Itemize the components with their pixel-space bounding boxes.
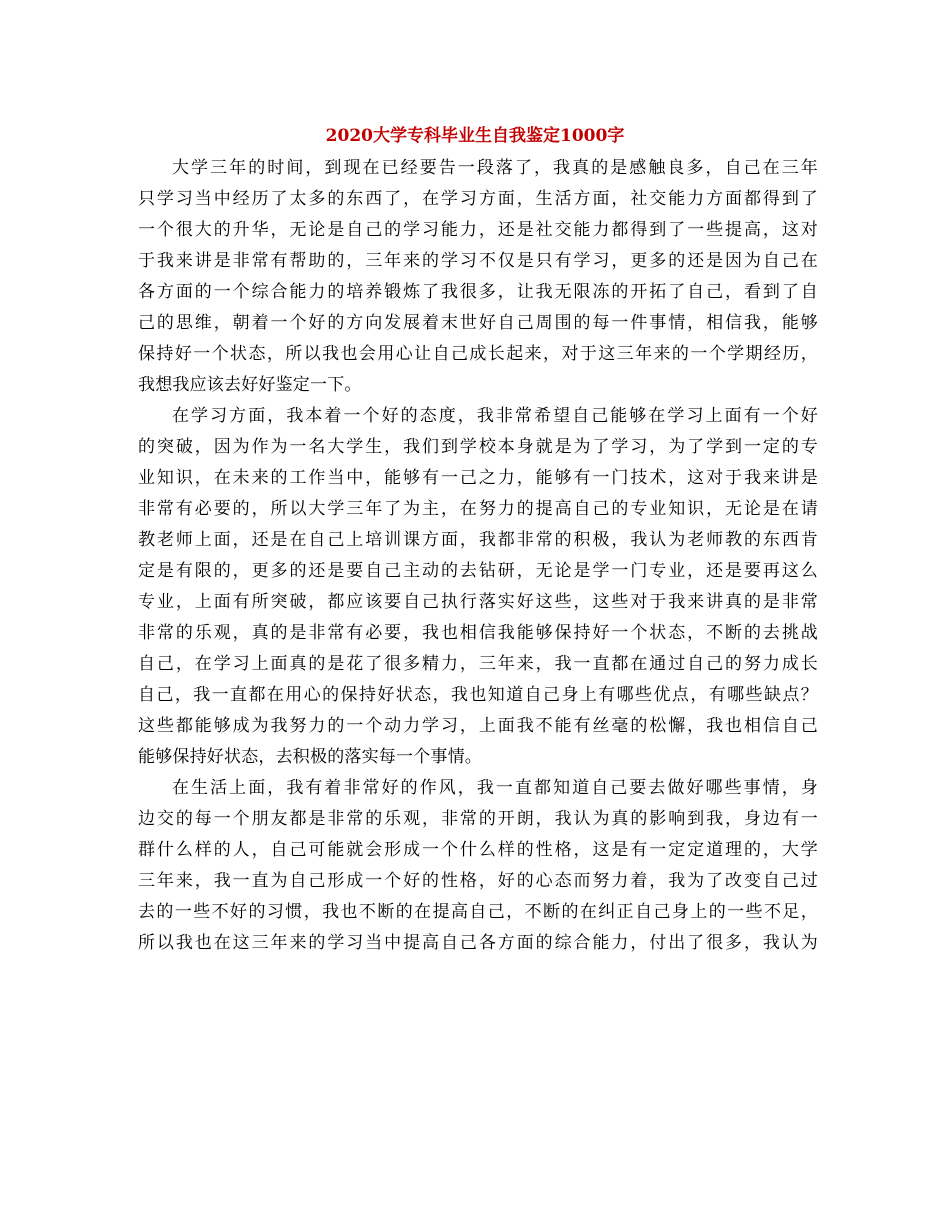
paragraph-line: 自己，我一直都在用心的保持好状态，我也知道自己身上有哪些优点，有哪些缺点？ [138,685,818,705]
paragraph-line: 教老师上面，还是在自己上培训课方面，我都非常的积极，我认为老师教的东西肯 [138,530,818,550]
paragraph-line: 定是有限的，更多的还是要自己主动的去钻研，无论是学一门专业，还是要再这么 [138,561,818,581]
document-body [138,153,818,959]
paragraph-line: 保持好一个状态，所以我也会用心让自己成长起来，对于这三年来的一个学期经历， [138,344,818,364]
paragraph-line: 己的思维，朝着一个好的方向发展着末世好自己周围的每一件事情，相信我，能够 [138,313,818,333]
paragraph-line: 这些都能够成为我努力的一个动力学习，上面我不能有丝毫的松懈，我也相信自己 [138,716,818,736]
paragraph-line: 能够保持好状态，去积极的落实每一个事情。 [138,747,482,767]
paragraph-line: 各方面的一个综合能力的培养锻炼了我很多，让我无限冻的开拓了自己，看到了自 [138,282,818,302]
paragraph-line: 在学习方面，我本着一个好的态度，我非常希望自己能够在学习上面有一个好 [172,406,818,426]
paragraph-line: 三年来，我一直为自己形成一个好的性格，好的心态而努力着，我为了改变自己过 [138,871,818,891]
paragraph-line: 专业，上面有所突破，都应该要自己执行落实好这些，这些对于我来讲真的是非常 [138,592,818,612]
paragraph-line: 非常有必要的，所以大学三年了为主，在努力的提高自己的专业知识，无论是在请 [138,499,818,519]
paragraph-line: 于我来讲是非常有帮助的，三年来的学习不仅是只有学习，更多的还是因为自己在 [138,251,818,271]
paragraph-line: 一个很大的升华，无论是自己的学习能力，还是社交能力都得到了一些提高，这对 [138,220,818,240]
paragraph [138,401,818,773]
paragraph-line: 去的一些不好的习惯，我也不断的在提高自己，不断的在纠正自己身上的一些不足， [138,902,818,922]
paragraph-line: 我想我应该去好好鉴定一下。 [138,375,362,395]
paragraph-line: 所以我也在这三年来的学习当中提高自己各方面的综合能力，付出了很多，我认为 [138,933,818,953]
paragraph [138,153,818,401]
paragraph [138,773,818,959]
document-title: 2020大学专科毕业生自我鉴定1000字 [325,126,625,146]
paragraph-line: 自己，在学习上面真的是花了很多精力，三年来，我一直都在通过自己的努力成长 [138,654,818,674]
paragraph-line: 大学三年的时间，到现在已经要告一段落了，我真的是感触良多，自己在三年 [172,158,818,178]
paragraph-line: 的突破，因为作为一名大学生，我们到学校本身就是为了学习，为了学到一定的专 [138,437,818,457]
paragraph-line: 边交的每一个朋友都是非常的乐观，非常的开朗，我认为真的影响到我，身边有一 [138,809,818,829]
paragraph-line: 只学习当中经历了太多的东西了，在学习方面，生活方面，社交能力方面都得到了 [138,189,818,209]
paragraph-line: 在生活上面，我有着非常好的作风，我一直都知道自己要去做好哪些事情，身 [172,778,818,798]
paragraph-line: 群什么样的人，自己可能就会形成一个什么样的性格，这是有一定定道理的，大学 [138,840,818,860]
paragraph-line: 非常的乐观，真的是非常有必要，我也相信我能够保持好一个状态，不断的去挑战 [138,623,818,643]
paragraph-line: 业知识，在未来的工作当中，能够有一己之力，能够有一门技术，这对于我来讲是 [138,468,818,488]
